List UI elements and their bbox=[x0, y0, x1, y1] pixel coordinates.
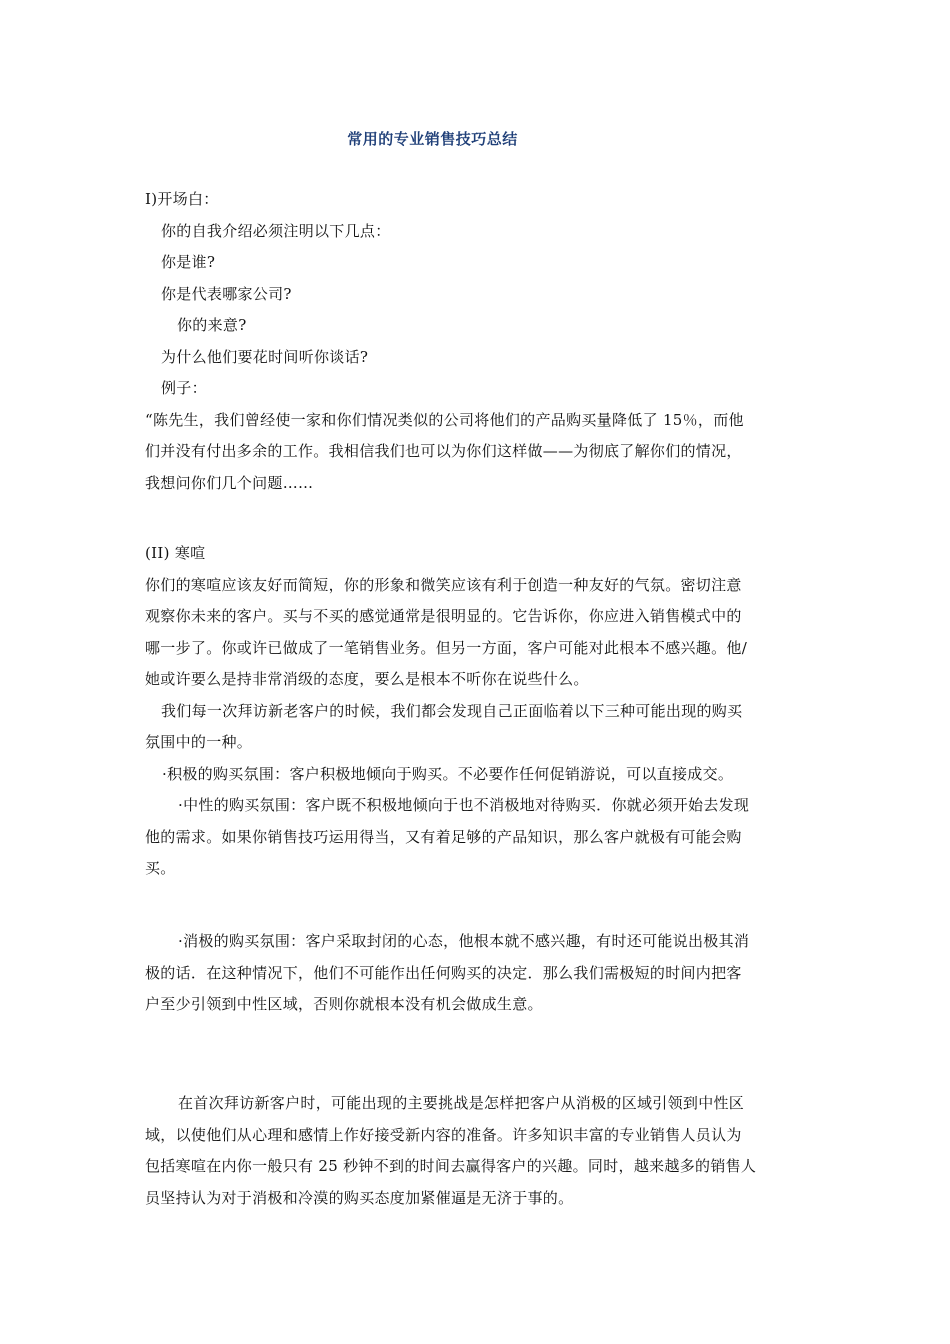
challenge-line: 在首次拜访新客户时，可能出现的主要挑战是怎样把客户从消极的区域引领到中性区 bbox=[178, 1094, 745, 1112]
paragraph-line: 氛围中的一种。 bbox=[145, 733, 253, 751]
paragraph-line: 你们的寒喧应该友好而简短，你的形象和微笑应该有利于创造一种友好的气氛。密切注意 bbox=[145, 575, 742, 594]
section-heading-greeting: (II) 寒喧 bbox=[145, 544, 206, 562]
neutral-atmosphere-line: 买。 bbox=[145, 859, 176, 877]
negative-atmosphere-line: 极的话．在这种情况下，他们不可能作出任何购买的决定．那么我们需极短的时间内把客 bbox=[145, 963, 742, 982]
example-label: 例子： bbox=[161, 379, 207, 397]
negative-atmosphere-line: ·消极的购买氛围：客户采取封闭的心态，他根本就不感兴趣，有时还可能说出极其消 bbox=[178, 932, 750, 950]
section-greeting bbox=[145, 538, 811, 885]
challenge-line: 包括寒喧在内你一般只有 25 秒钟不到的时间去赢得客户的兴趣。同时，越来越多的销售人 bbox=[145, 1157, 757, 1175]
section-heading-opening: I)开场白： bbox=[145, 190, 219, 208]
example-quote-line: 们并没有付出多余的工作。我相信我们也可以为你们这样做——为彻底了解你们的情况， bbox=[145, 442, 742, 460]
challenge-line: 员坚持认为对于消极和冷漠的购买态度加紧催逼是无济于事的。 bbox=[145, 1188, 574, 1207]
paragraph-line: 观察你未来的客户。买与不买的感觉通常是很明显的。它告诉你，你应进入销售模式中的 bbox=[145, 607, 742, 625]
challenge-line: 域，以使他们从心理和感情上作好接受新内容的准备。许多知识丰富的专业销售人员认为 bbox=[145, 1125, 742, 1144]
paragraph-line: 我们每一次拜访新老客户的时候，我们都会发现自己正面临着以下三种可能出现的购买 bbox=[161, 701, 743, 720]
neutral-atmosphere-line: 他的需求。如果你销售技巧运用得当，又有着足够的产品知识，那么客户就极有可能会购 bbox=[145, 827, 742, 846]
list-item: 你是代表哪家公司? bbox=[161, 284, 292, 303]
example-quote-line: 我想问你们几个问题…… bbox=[145, 473, 314, 492]
challenge-paragraph bbox=[145, 1088, 811, 1214]
paragraph-line: 哪一步了。你或许已做成了一笔销售业务。但另一方面，客户可能对此根本不感兴趣。他/ bbox=[145, 638, 748, 657]
negative-atmosphere-line: 户至少引领到中性区域，否则你就根本没有机会做成生意。 bbox=[145, 995, 543, 1013]
document-title: 常用的专业销售技巧总结 bbox=[347, 130, 518, 148]
list-item: 你是谁? bbox=[161, 253, 216, 271]
negative-atmosphere-block bbox=[145, 926, 811, 1021]
positive-atmosphere-item: ·积极的购买氛围：客户积极地倾向于购买。不必要作任何促销游说，可以直接成交。 bbox=[162, 764, 734, 783]
section-opening bbox=[145, 184, 811, 499]
list-item: 你的来意? bbox=[177, 316, 247, 334]
paragraph-line: 她或许要么是持非常消级的态度，要么是根本不听你在说些什么。 bbox=[145, 670, 589, 688]
intro-text: 你的自我介绍必须注明以下几点： bbox=[161, 221, 391, 240]
neutral-atmosphere-line: ·中性的购买氛围：客户既不积极地倾向于也不消极地对待购买．你就必须开始去发现 bbox=[178, 796, 750, 814]
list-item: 为什么他们要花时间听你谈话? bbox=[161, 347, 369, 366]
example-quote-line: “陈先生，我们曾经使一家和你们情况类似的公司将他们的产品购买量降低了 15％，而他 bbox=[145, 410, 744, 429]
